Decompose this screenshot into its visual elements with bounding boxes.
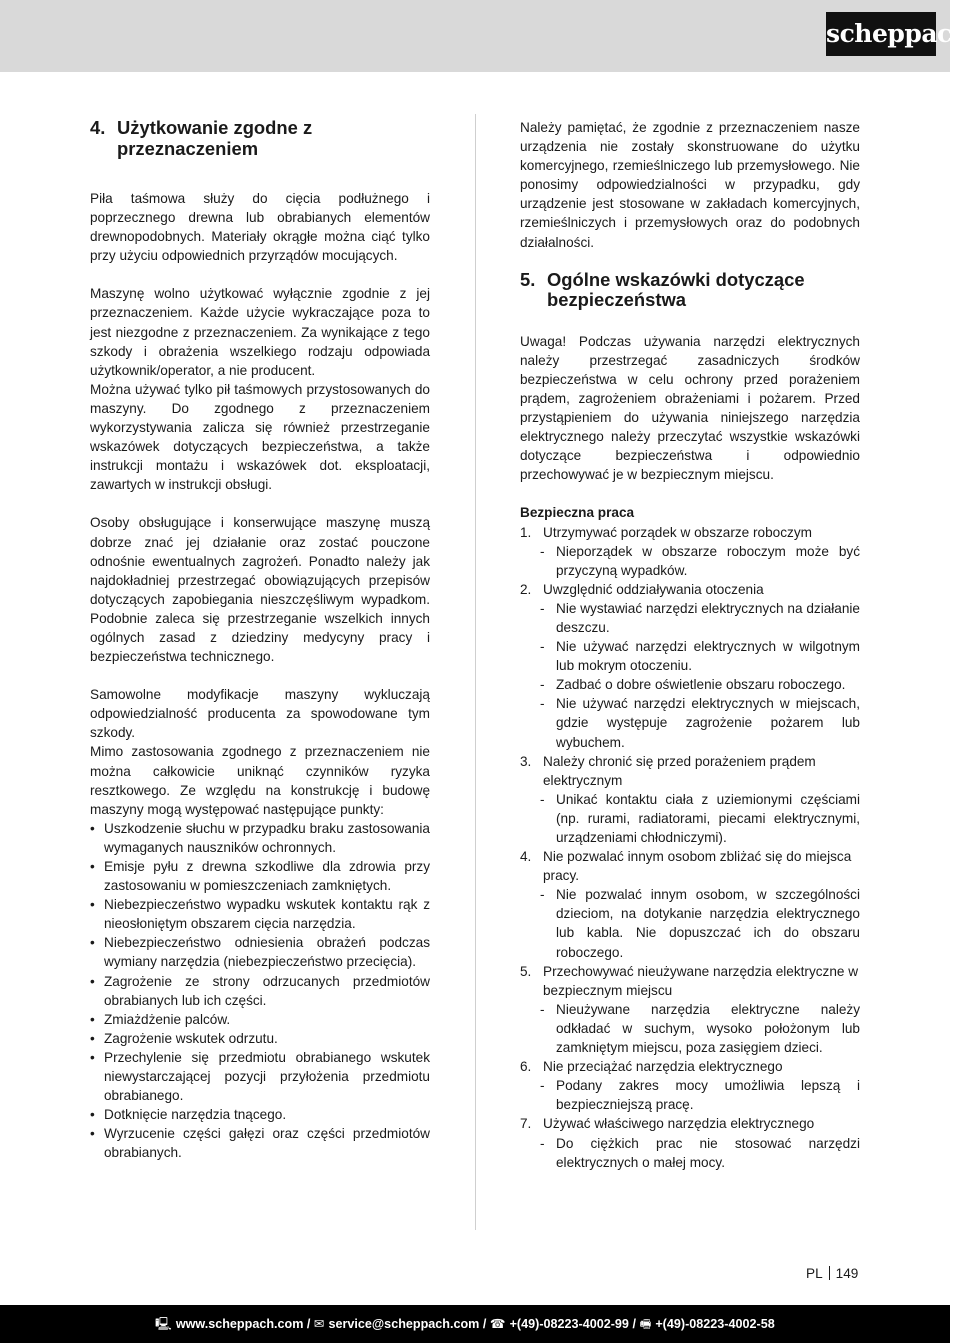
paragraph: Osoby obsługujące i konserwujące maszynę muszą dobrze znać jej działanie oraz zostać pouczone odnośnie ewentualnych zagrożeń. Ponadto należy jak najdokładniej przestrzegać obowiązujących przepisów dotyczących zapobiegania nieszczęśliwym wypadkom. Podobnie zaleca się przestrzeganie wszelkich innych ogólnych zasad z dziedziny medycyny pracy i bezpieczeństwa technicznego.: [90, 515, 430, 665]
sub-list: [534, 1076, 860, 1114]
paragraph: Mimo zastosowania zgodnego z przeznaczeniem nie można całkowicie uniknąć czynników ryzyka resztkowego. Ze względu na konstrukcję i budowę maszyny mogą występować następujące punkty:: [90, 744, 430, 817]
item-number: 5.: [520, 963, 532, 979]
paragraph: Piła taśmowa służy do cięcia podłużnego i poprzecznego drewna lub obrabianych elementów drewnopodobnych. Materiały okrągłe można ciąć tylko przy użyciu odpowiednich przyrządów mocujących.: [90, 191, 430, 264]
list-item: [520, 752, 860, 847]
paragraph: Samowolne modyfikacje maszyny wykluczają odpowiedzialność producenta za spowodowane tym szkody.: [90, 687, 430, 741]
list-item: • Zagrożenie ze strony odrzucanych przedmiotów obrabianych lub ich części.: [90, 972, 430, 1010]
safety-list: [520, 523, 860, 1172]
list-item: [520, 1057, 860, 1114]
list-item: • Niebezpieczeństwo odniesienia obrażeń podczas wymiany narzędzia (niebezpieczeństwo przecięcia).: [90, 933, 430, 971]
footer: [0, 1305, 950, 1343]
item-number: 3.: [520, 753, 532, 769]
sub-list-item: - Nie używać narzędzi elektrycznych w wilgotnym lub mokrym otoczeniu.: [534, 637, 860, 675]
list-item: • Dotknięcie narzędzia tnącego.: [90, 1105, 430, 1124]
paragraph: Maszynę wolno użytkować wyłącznie zgodnie z jej przeznaczeniem. Każde użycie wykraczające poza to jest niezgodne z przeznaczeniem. Za wynikające z tego szkody i obrażenia wszelkiego rodzaju odpowiada użytkownik/operator, a nie producent.: [90, 286, 430, 378]
footer-fax: +(49)-08223-4002-58: [655, 1317, 775, 1331]
item-text: Utrzymywać porządek w obszarze roboczym: [543, 524, 812, 540]
item-text: Nie przeciążać narzędzia elektrycznego: [543, 1059, 783, 1075]
sub-list-item: - Do ciężkich prac nie stosować narzędzi elektrycznych o małej mocy.: [534, 1134, 860, 1172]
sub-list: [534, 790, 860, 847]
footer-email[interactable]: service@scheppach.com /: [328, 1317, 487, 1331]
item-number: 2.: [520, 581, 532, 597]
left-column: [90, 118, 430, 1163]
item-text: Używać właściwego narzędzia elektrycznego: [543, 1116, 815, 1132]
sub-list-item: - Nie wystawiać narzędzi elektrycznych na działanie deszczu.: [534, 599, 860, 637]
residual-risk-list: [90, 819, 430, 1163]
item-text: Uwzględnić oddziaływania otoczenia: [543, 581, 764, 597]
mail-icon: ✉: [313, 1317, 325, 1331]
sub-list-item: - Nie pozwalać innym osobom, w szczególności dzieciom, na dotykanie narzędzia elektrycznego lub kabla. Nie dopuszczać ich do obszaru roboczego.: [534, 885, 860, 961]
fax-icon: 🖷: [639, 1317, 652, 1331]
paragraph: Uwaga! Podczas używania narzędzi elektrycznych należy przestrzegać zasadniczych środków bezpieczeństwa w celu ochrony przed porażeniem prądem, zagrożeniem obrażeniami i pożarem. Przed przystąpieniem do używania niniejszego narzędzia elektrycznego należy przeczytać wszystkie wskazówki dotyczące bezpieczeństwa i odpowiednio przechowywać je w bezpiecznym miejscu.: [520, 333, 860, 483]
list-item: • Wyrzucenie części gałęzi oraz części przedmiotów obrabianych.: [90, 1124, 430, 1162]
phone-icon: ☎: [489, 1317, 506, 1331]
list-item: [520, 1114, 860, 1171]
section-5-heading: 5. Ogólne wskazówki dotyczące bezpieczeństwa: [520, 268, 805, 311]
footer-phone: +(49)-08223-4002-99 /: [509, 1317, 636, 1331]
sub-list: [534, 542, 860, 580]
item-number: 1.: [520, 524, 532, 540]
item-text: Przechowywać nieużywane narzędzia elektryczne w bezpiecznym miejscu: [543, 963, 859, 998]
footer-website[interactable]: www.scheppach.com /: [175, 1317, 311, 1331]
item-text: Należy chronić się przed porażeniem prądem elektrycznym: [543, 753, 816, 788]
list-item: • Niebezpieczeństwo wypadku wskutek kontaktu rąk z nieosłoniętym obszarem cięcia narzędzia.: [90, 895, 430, 933]
page-number: PL 149: [806, 1266, 859, 1281]
item-text: Nie pozwalać innym osobom zbliżać się do miejsca pracy.: [543, 849, 852, 884]
scheppach-logo: scheppach: [826, 12, 936, 56]
list-item: [520, 962, 860, 1057]
right-column: [520, 118, 860, 1172]
list-item: • Zagrożenie wskutek odrzutu.: [90, 1029, 430, 1048]
sub-list-item: - Nie używać narzędzi elektrycznych w miejscach, gdzie występuje zagrożenie pożarem lub wybuchem.: [534, 694, 860, 751]
list-item: • Przechylenie się przedmiotu obrabianego wskutek niewystarczającej pozycji przyłożenia przedmiotu obrabianego.: [90, 1048, 430, 1105]
sub-list: [534, 1000, 860, 1057]
item-number: 7.: [520, 1116, 532, 1132]
list-item: [520, 847, 860, 962]
list-item: • Zmiażdżenie palców.: [90, 1010, 430, 1029]
sub-list-item: - Unikać kontaktu ciała z uziemionymi częściami (np. rurami, radiatorami, piecami elektrycznymi, urządzeniami chłodniczymi).: [534, 790, 860, 847]
list-item: • Uszkodzenie słuchu w przypadku braku zastosowania wymaganych nauszników ochronnych.: [90, 819, 430, 857]
sub-list-item: - Nieporządek w obszarze roboczym może być przyczyną wypadków.: [534, 542, 860, 580]
list-item: [520, 580, 860, 752]
sub-list: [534, 885, 860, 961]
sub-list-item: - Zadbać o dobre oświetlenie obszaru roboczego.: [534, 675, 860, 694]
list-item: • Emisje pyłu z drewna szkodliwe dla zdrowia przy zastosowaniu w pomieszczeniach zamkniętych.: [90, 857, 430, 895]
paragraph: Należy pamiętać, że zgodnie z przeznaczeniem nasze urządzenia nie zostały skonstruowane do użytku komercyjnego, rzemieślniczego lub przemysłowego. Nie ponosimy odpowiedzialności w przypadku, gdy urządzenie jest stosowane w zakładach komercyjnych, rzemieślniczych i przemysłowych oraz do podobnych działalności.: [520, 120, 860, 250]
sub-list: [534, 599, 860, 752]
sub-list: [534, 1134, 860, 1172]
paragraph: Można używać tylko pił taśmowych przystosowanych do maszyny. Do zgodnego z przeznaczeniem wykorzystywania zalicza się również przestrzeganie wskazówek dotyczących bezpieczeństwa, a także instrukcji montażu i wskazówek dot. eksploatacji, zawartych w instrukcji obsługi.: [90, 381, 430, 493]
list-item: [520, 523, 860, 580]
column-divider: [475, 114, 476, 1230]
sub-list-item: - Nieużywane narzędzia elektryczne należy odkładać w suchym, wysoko położonym lub zamkniętym miejscu, poza zasięgiem dzieci.: [534, 1000, 860, 1057]
monitor-icon: 🖳: [155, 1317, 172, 1331]
section-4-heading: 4. Użytkowanie zgodne z przeznaczeniem: [90, 117, 313, 159]
item-number: 6.: [520, 1059, 532, 1075]
subheading: Bezpieczna praca: [520, 505, 635, 521]
sub-list-item: - Podany zakres mocy umożliwia lepszą i bezpieczniejszą pracę.: [534, 1076, 860, 1114]
item-number: 4.: [520, 849, 532, 865]
header-band: [0, 0, 950, 72]
